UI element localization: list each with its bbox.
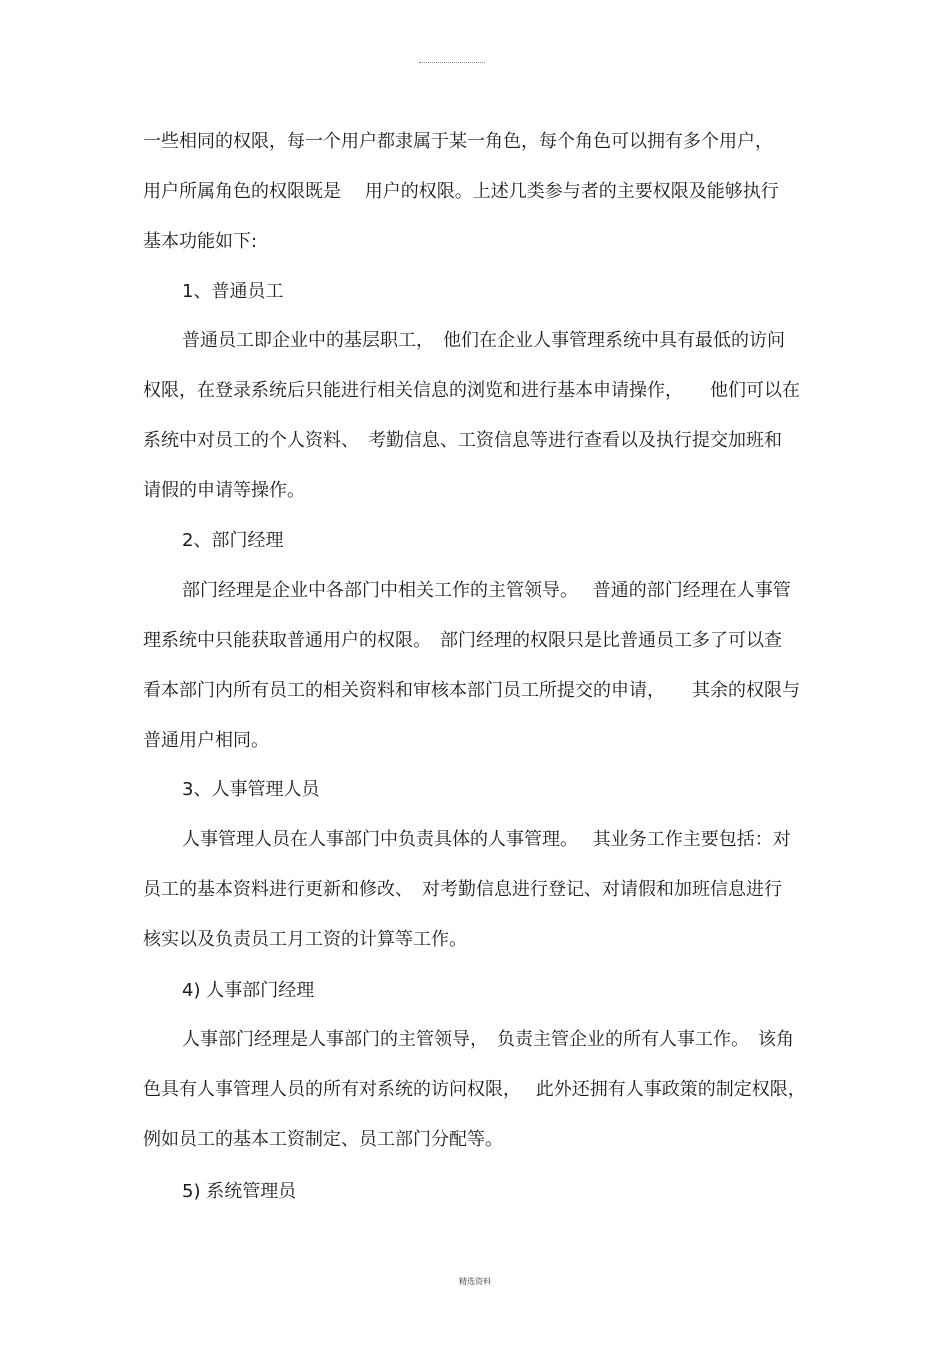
text-line: 色具有人事管理人员的所有对系统的访问权限， 此外还拥有人事政策的制定权限， [143,1079,806,1100]
text-line: 理系统中只能获取普通用户的权限。 部门经理的权限只是比普通员工多了可以查 [143,630,782,651]
header-dotted-rule [419,62,485,63]
section-heading: 3、人事管理人员 [182,779,320,800]
text-line: 基本功能如下: [143,231,258,252]
text-line: 普通员工即企业中的基层职工， 他们在企业人事管理系统中具有最低的访问 [182,330,785,351]
text-line: 一些相同的权限，每一个用户都隶属于某一角色，每个角色可以拥有多个用户， [143,131,773,152]
text-line: 例如员工的基本工资制定、员工部门分配等。 [143,1129,503,1150]
section-heading: 4) 人事部门经理 [182,980,315,1001]
text-line: 用户所属角色的权限既是 用户的权限。上述几类参与者的主要权限及能够执行 [143,181,779,202]
text-line: 人事部门经理是人事部门的主管领导， 负责主管企业的所有人事工作。 该角 [182,1029,794,1050]
section-heading: 2、部门经理 [182,530,284,551]
section-heading: 5) 系统管理员 [182,1181,297,1202]
text-line: 看本部门内所有员工的相关资料和审核本部门员工所提交的申请， 其余的权限与 [143,680,800,701]
page-footer-label: 精选资料 [459,1277,491,1286]
text-line: 部门经理是企业中各部门中相关工作的主管领导。 普通的部门经理在人事管 [182,580,791,601]
section-heading: 1、普通员工 [182,281,284,302]
text-line: 人事管理人员在人事部门中负责具体的人事管理。 其业务工作主要包括：对 [182,829,791,850]
text-line: 核实以及负责员工月工资的计算等工作。 [143,929,467,950]
text-line: 员工的基本资料进行更新和修改、 对考勤信息进行登记、对请假和加班信息进行 [143,879,782,900]
text-line: 权限，在登录系统后只能进行相关信息的浏览和进行基本申请操作， 他们可以在 [143,380,800,401]
text-line: 普通用户相同。 [143,730,269,751]
text-line: 请假的申请等操作。 [143,480,305,501]
text-line: 系统中对员工的个人资料、 考勤信息、工资信息等进行查看以及执行提交加班和 [143,430,782,451]
